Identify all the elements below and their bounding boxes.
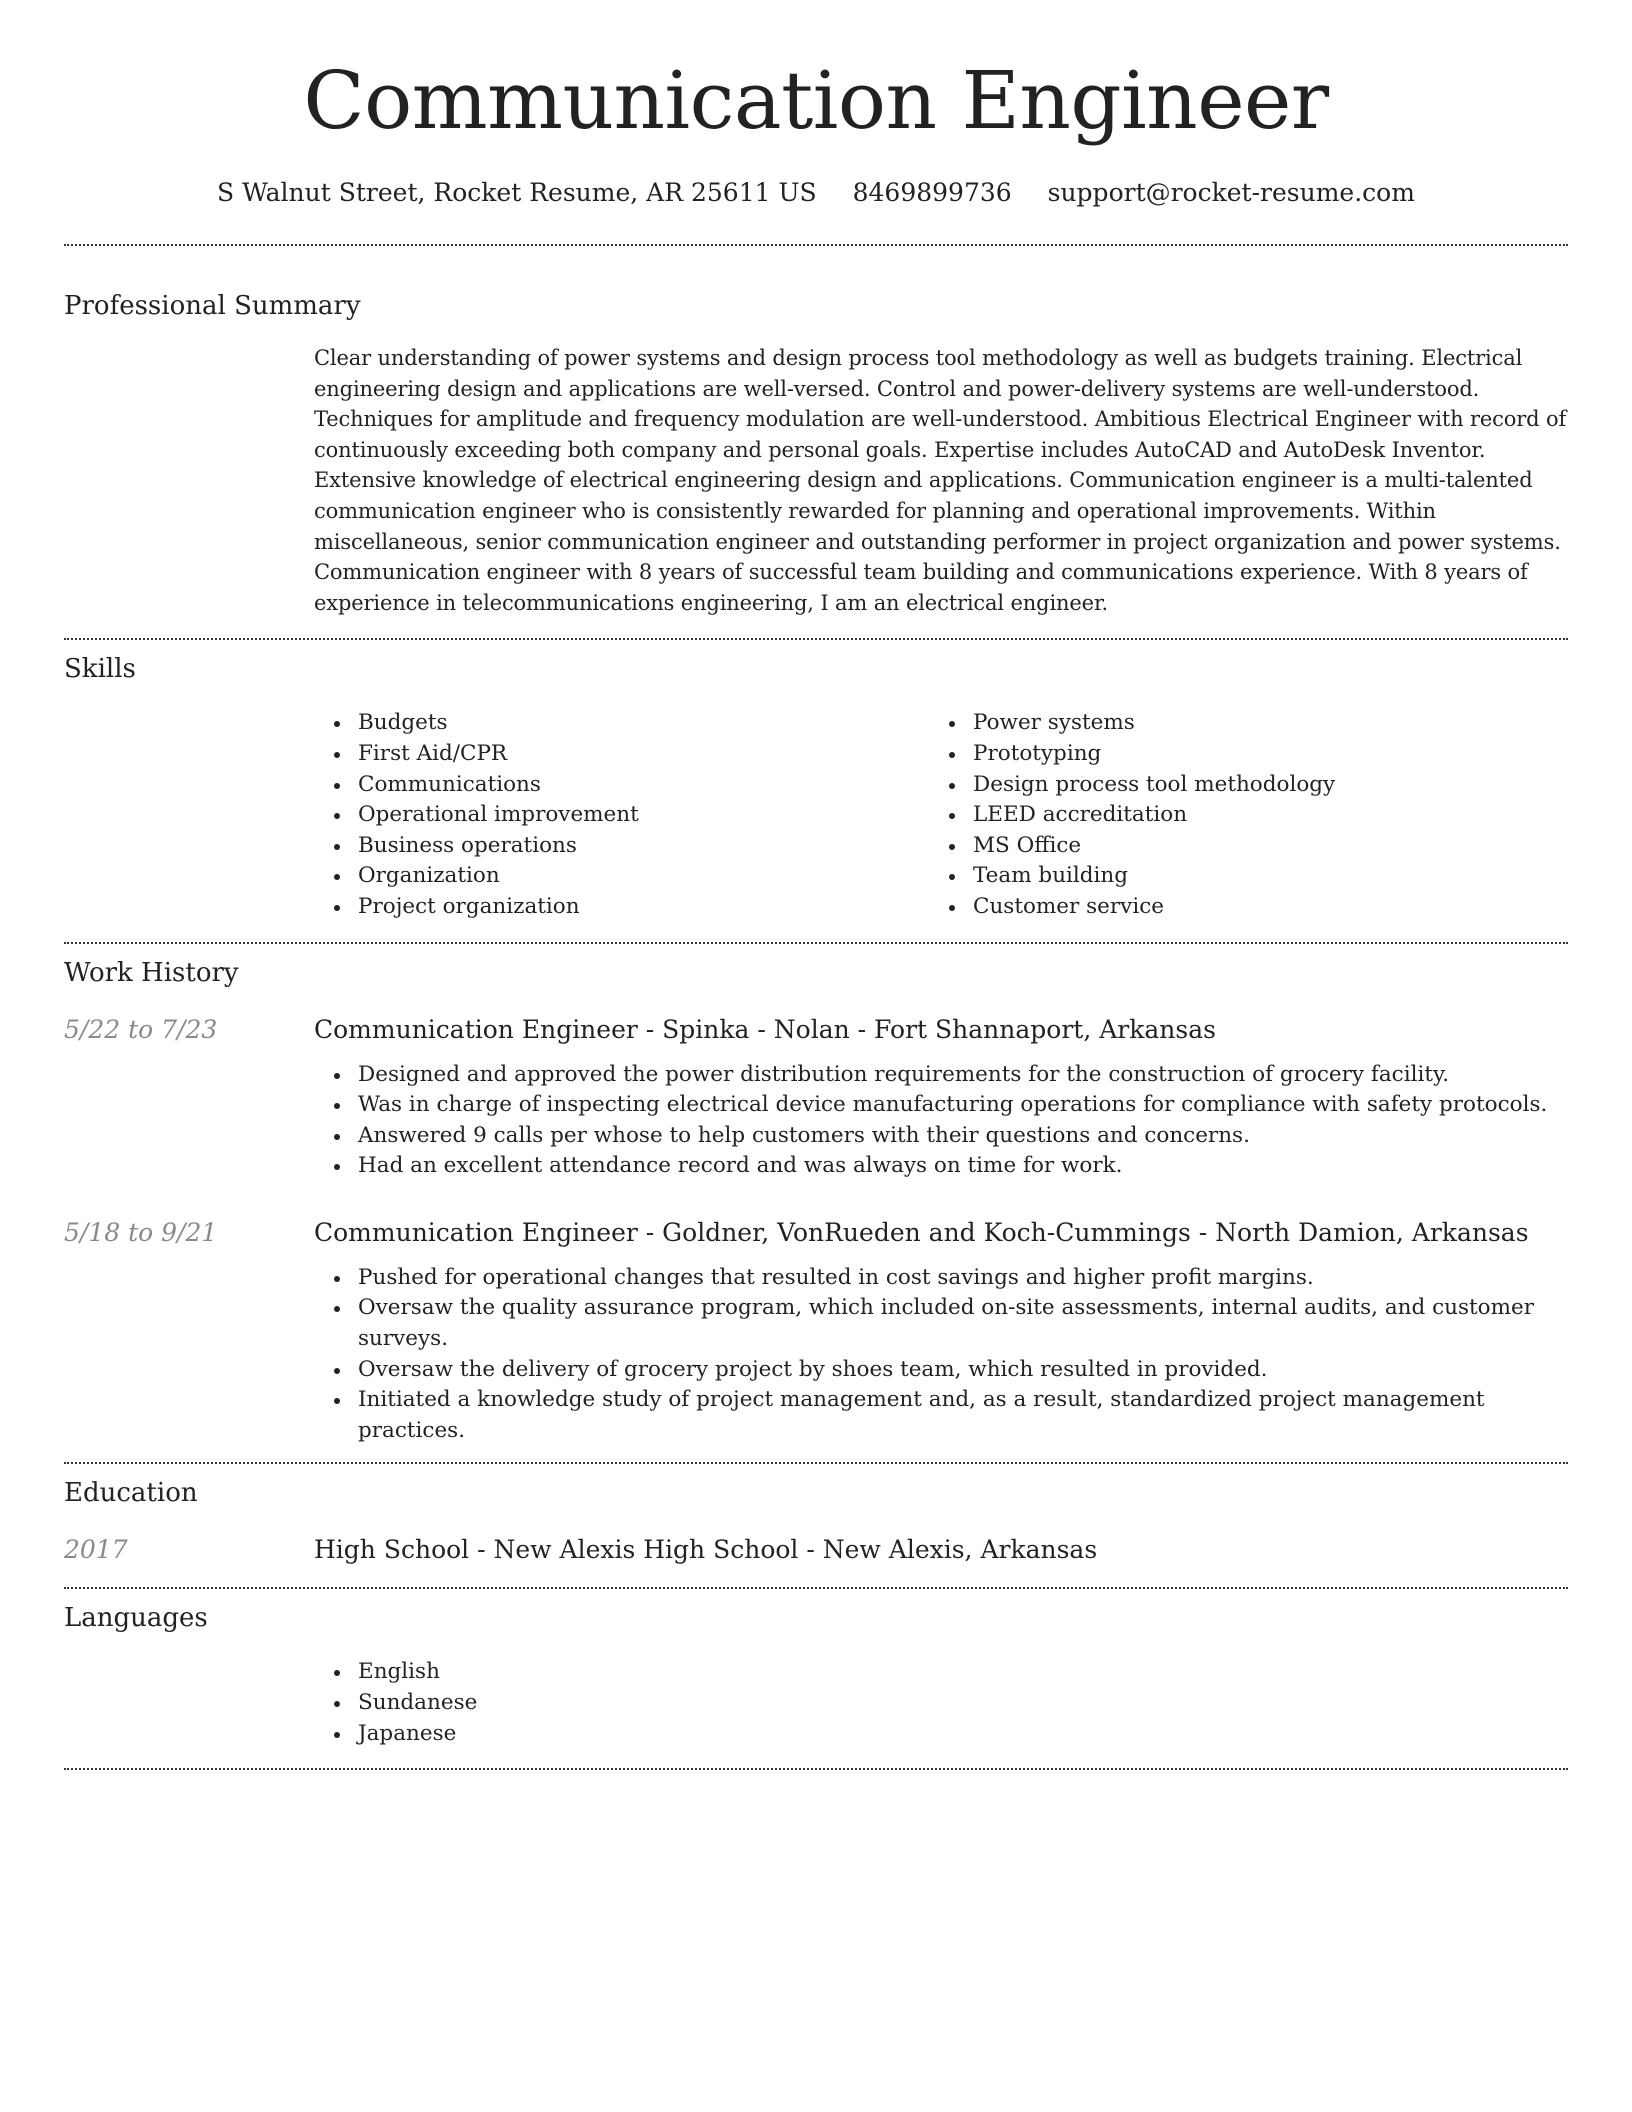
skill-item: Organization [314, 861, 929, 892]
job-bullet: Initiated a knowledge study of project management and, as a result, standardized project management practices. [314, 1385, 1568, 1446]
job-heading: Communication Engineer - Spinka - Nolan - Fort Shannaport, Arkansas [314, 1014, 1216, 1044]
skill-item: Project organization [314, 892, 929, 923]
section-title-languages: Languages [64, 1603, 208, 1634]
skills-list-right [929, 708, 1544, 922]
divider-header [64, 244, 1568, 246]
language-item: English [314, 1657, 1568, 1688]
summary-row [64, 343, 1568, 618]
contact-line [64, 176, 1568, 210]
skills-left-spacer [64, 708, 314, 922]
section-languages [64, 1600, 1568, 1749]
skill-item: Customer service [929, 892, 1544, 923]
job-bullet: Designed and approved the power distribution requirements for the construction of grocery facility. [314, 1060, 1568, 1091]
section-title-skills: Skills [64, 654, 136, 685]
skill-item: LEED accreditation [929, 800, 1544, 831]
languages-list [314, 1657, 1568, 1749]
education-year: 2017 [64, 1535, 128, 1565]
job-entry [64, 1013, 1568, 1182]
divider-education [64, 1587, 1568, 1589]
skills-grid [314, 708, 1568, 922]
section-education [64, 1475, 1568, 1567]
job-dates: 5/18 to 9/21 [64, 1217, 218, 1247]
job-bullets [314, 1263, 1568, 1447]
language-item: Japanese [314, 1719, 1568, 1750]
section-title-work: Work History [64, 957, 239, 988]
skill-item: Budgets [314, 708, 929, 739]
job-dates: 5/22 to 7/23 [64, 1014, 218, 1044]
job-bullet: Was in charge of inspecting electrical device manufacturing operations for compliance with safety protocols. [314, 1090, 1568, 1121]
job-bullet: Oversaw the delivery of grocery project by shoes team, which resulted in provided. [314, 1355, 1568, 1386]
section-work-history [64, 955, 1568, 1447]
job-bullet: Oversaw the quality assurance program, which included on-site assessments, internal audits, and customer surveys. [314, 1293, 1568, 1354]
skill-item: MS Office [929, 831, 1544, 862]
skill-item: Operational improvement [314, 800, 929, 831]
candidate-name: Communication Engineer [303, 54, 1329, 147]
skills-list-left [314, 708, 929, 922]
job-bullet: Pushed for operational changes that resulted in cost savings and higher profit margins. [314, 1263, 1568, 1294]
skill-item: Power systems [929, 708, 1544, 739]
job-heading: Communication Engineer - Goldner, VonRueden and Koch-Cummings - North Damion, Arkansas [314, 1217, 1529, 1247]
skill-item: Prototyping [929, 739, 1544, 770]
section-title-summary: Professional Summary [64, 291, 361, 321]
section-skills [64, 651, 1568, 922]
summary-left-spacer [64, 343, 314, 618]
divider-languages [64, 1768, 1568, 1770]
contact-email: support@rocket-resume.com [1047, 178, 1415, 207]
job-bullet: Answered 9 calls per whose to help customers with their questions and concerns. [314, 1121, 1568, 1152]
skill-item: Communications [314, 770, 929, 801]
skills-row [64, 708, 1568, 922]
job-bullet: Had an excellent attendance record and was always on time for work. [314, 1151, 1568, 1182]
job-bullets [314, 1060, 1568, 1182]
skill-item: Business operations [314, 831, 929, 862]
language-item: Sundanese [314, 1688, 1568, 1719]
skill-item: First Aid/CPR [314, 739, 929, 770]
divider-summary [64, 638, 1568, 640]
section-summary [64, 288, 1568, 618]
languages-row [64, 1657, 1568, 1749]
divider-work [64, 1462, 1568, 1464]
contact-address: S Walnut Street, Rocket Resume, AR 25611 US [217, 178, 817, 207]
languages-left-spacer [64, 1657, 314, 1749]
resume-page [64, 0, 1568, 1770]
section-title-education: Education [64, 1478, 198, 1509]
skill-item: Design process tool methodology [929, 770, 1544, 801]
contact-phone: 8469899736 [852, 178, 1012, 207]
job-entry [64, 1216, 1568, 1447]
summary-text: Clear understanding of power systems and design process tool methodology as well as budgets training. Electrical engineering design and applications are well-versed. Control and power-delivery systems are well-understood. Techniques for amplitude and frequency modulation are well-understood. Ambitious Electrical Engineer with record of continuously exceeding both company and personal goals. Expertise includes AutoCAD and AutoDesk Inventor. Extensive knowledge of electrical engineering design and applications. Communication engineer is a multi-talented communication engineer who is consistently rewarded for planning and operational improvements. Within miscellaneous, senior communication engineer and outstanding performer in project organization and power systems. Communication engineer with 8 years of successful team building and communications experience. With 8 years of experience in telecommunications engineering, I am an electrical engineer. [314, 346, 1567, 615]
education-entry [64, 1533, 1568, 1567]
education-heading: High School - New Alexis High School - New Alexis, Arkansas [314, 1535, 1098, 1565]
divider-skills [64, 942, 1568, 944]
skill-item: Team building [929, 861, 1544, 892]
